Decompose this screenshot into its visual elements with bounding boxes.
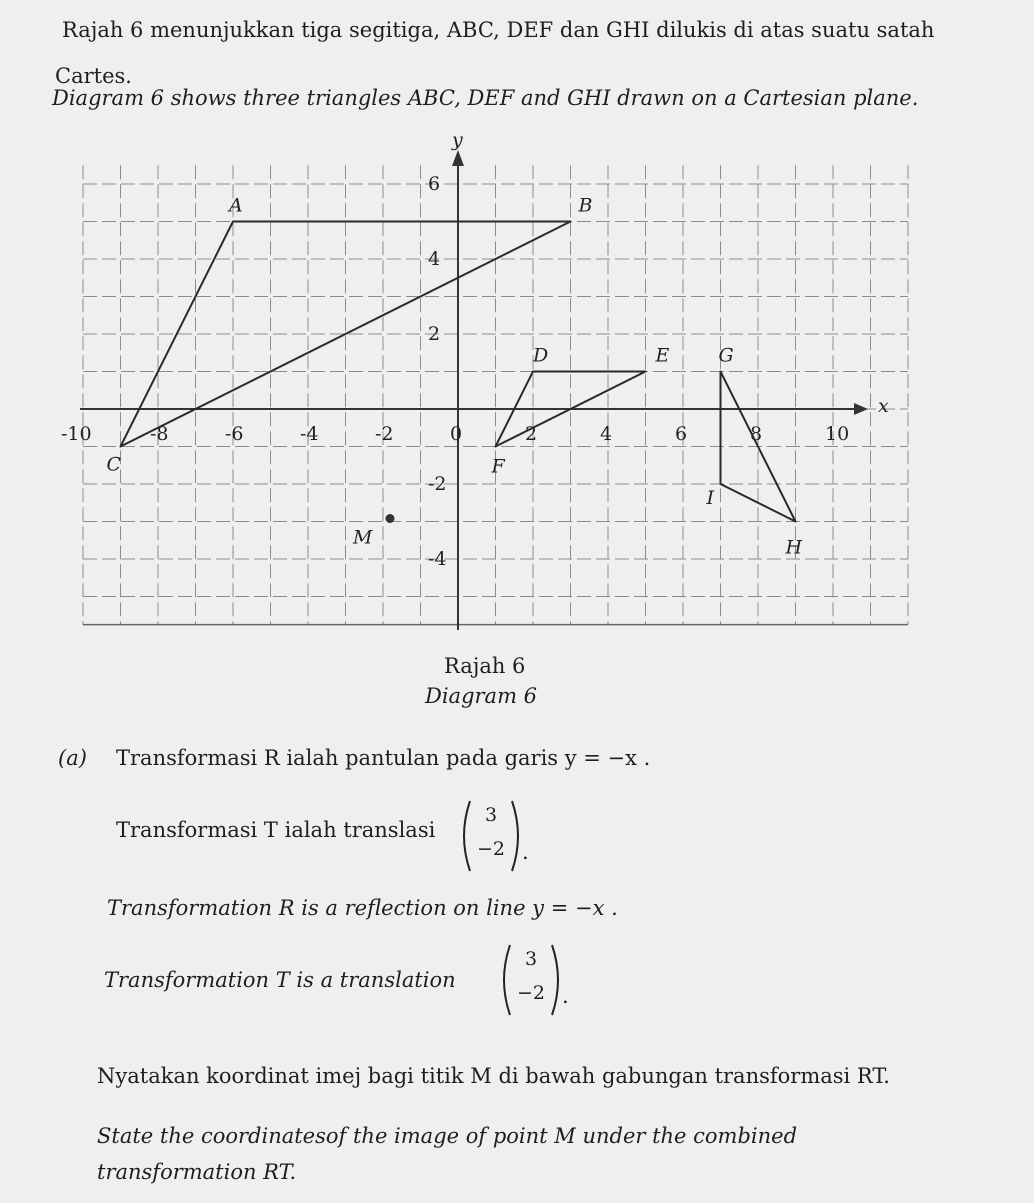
y-axis-arrow <box>452 150 464 166</box>
vertex-label-a: A <box>229 194 243 217</box>
x-tick-label: 2 <box>525 423 538 445</box>
point-m <box>386 514 395 523</box>
y-tick-label: 6 <box>428 173 441 195</box>
caption-malay: Rajah 6 <box>444 654 526 678</box>
question-label: (a) <box>58 746 87 770</box>
x-tick-label: 8 <box>750 423 763 445</box>
triangles <box>107 195 803 559</box>
vector-top-value: 3 <box>524 948 538 970</box>
question-english-instruction-2: transformation RT. <box>97 1160 297 1184</box>
x-tick-label: -6 <box>225 423 244 445</box>
caption-english: Diagram 6 <box>425 684 538 708</box>
grid <box>83 165 908 624</box>
x-tick-label: 10 <box>825 423 850 445</box>
vertex-label-g: G <box>718 344 734 367</box>
axes <box>80 129 889 630</box>
x-axis-arrow <box>854 403 868 415</box>
y-tick-label: 4 <box>428 248 441 270</box>
vertex-label-c: C <box>106 453 122 476</box>
y-tick-label: -2 <box>428 473 447 495</box>
vertex-label-f: F <box>491 455 505 478</box>
y-tick-label: 2 <box>428 323 441 345</box>
intro-malay-line-2: Cartes. <box>55 64 132 88</box>
x-tick-label: -8 <box>150 423 169 445</box>
y-tick-label: -4 <box>428 548 447 570</box>
point-label-m: M <box>353 526 373 549</box>
x-tick-label: -2 <box>375 423 394 445</box>
translation-vector-english: 3 −2 . <box>496 942 566 1018</box>
question-english-reflection: Transformation R is a reflection on line y = −x . <box>107 896 618 920</box>
intro-english: Diagram 6 shows three triangles ABC, DEF and GHI drawn on a Cartesian plane. <box>52 86 919 110</box>
x-tick-label: 4 <box>600 423 613 445</box>
points <box>352 514 395 549</box>
question-malay-instruction: Nyatakan koordinat imej bagi titik M di bawah gabungan transformasi RT. <box>97 1064 890 1088</box>
x-tick-label: 0 <box>450 423 463 445</box>
vector-bottom-value: −2 <box>516 982 545 1004</box>
intro-malay-line-1: Rajah 6 menunjukkan tiga segitiga, ABC, DEF dan GHI dilukis di atas suatu satah <box>62 18 935 42</box>
question-english-translation: Transformation T is a translation <box>104 968 456 992</box>
y-axis-label: y <box>452 129 463 151</box>
question-malay-reflection: Transformasi R ialah pantulan pada garis y = −x . <box>116 746 651 770</box>
vertex-label-i: I <box>706 487 715 509</box>
x-tick-label: -10 <box>61 423 92 445</box>
vertex-label-h: H <box>785 536 803 559</box>
vector-top-value: 3 <box>484 804 498 826</box>
question-malay-translation: Transformasi T ialah translasi <box>116 818 436 842</box>
vertex-label-e: E <box>655 344 670 367</box>
question-english-instruction-1: State the coordinatesof the image of point M under the combined <box>97 1124 798 1148</box>
vertex-label-b: B <box>578 194 593 217</box>
x-tick-label: 6 <box>675 423 688 445</box>
vertex-label-d: D <box>533 344 549 367</box>
vector-bottom-value: −2 <box>476 838 505 860</box>
x-axis-label: x <box>878 395 889 417</box>
x-tick-label: -4 <box>300 423 319 445</box>
translation-vector-malay: 3 −2 . <box>456 798 526 874</box>
